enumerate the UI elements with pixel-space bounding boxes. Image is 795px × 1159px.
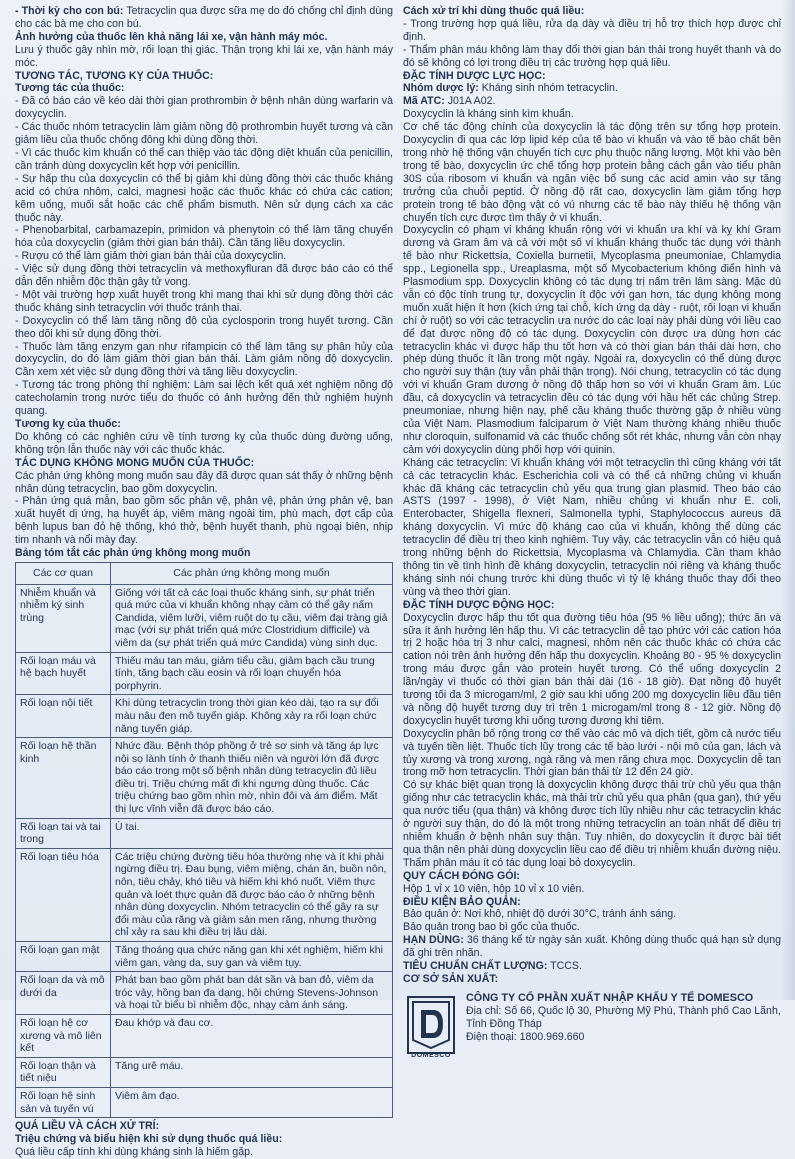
adverse-hypersensitivity: - Phản ứng quá mẫn, bao gồm sốc phản vệ, phản vệ, phản ứng phản vệ, ban xuất huyết dị ứng, hạ huyết áp, viêm màng ngoài tim, phù mạch, đợt cấp của bệnh lupus ban đỏ hệ thống, khó thở, bệnh huyết thanh, phù ngoại biên, nhịp tim nhanh và nổi mày đay. xyxy=(15,495,393,547)
quality-standard: TIÊU CHUẨN CHẤT LƯỢNG: TCCS. xyxy=(403,960,582,973)
company-address: Địa chỉ: Số 66, Quốc lộ 30, Phường Mỹ Phú, Thành phố Cao Lãnh, Tỉnh Đồng Tháp xyxy=(466,1004,781,1030)
overdose-treatment-2: - Thẩm phân máu không làm thay đổi thời gian bán thải trong huyết thanh và do đó sẽ không có lợi trong điều trị các trường hợp quá liều. xyxy=(403,43,781,69)
organ-cell: Rối loạn thận và tiết niệu xyxy=(16,1057,111,1087)
company-name: CÔNG TY CỔ PHẦN XUẤT NHẬP KHẨU Y TẾ DOMESCO xyxy=(466,991,754,1004)
incompat-text: Do không có các nghiên cứu về tính tương kỵ của thuốc dùng đường uống, không trộn lẫn thuốc này với các thuốc khác. xyxy=(15,430,393,456)
effect-cell: Nhức đầu. Bệnh thóp phồng ở trẻ sơ sinh và tăng áp lực nội sọ lành tính ở thanh thiếu niên và người lớn đã được báo cáo trong một số bệnh nhân dùng tetracyclin đủ liều điều trị. Triệu chứng mất đi khi ngưng dùng thuốc. Các triệu chứng bao gồm nhìn mờ, nhìn đôi và ám điểm. Mất thị lực vĩnh viễn đã được báo cáo. xyxy=(111,738,393,819)
pharmacodynamics-heading: ĐẶC TÍNH DƯỢC LỰC HỌC: xyxy=(403,69,546,82)
storage-heading: ĐIỀU KIỆN BẢO QUẢN: xyxy=(403,895,521,908)
adverse-intro: Các phản ứng không mong muốn sau đây đã được quan sát thấy ở những bệnh nhân dùng tetracyclin, bao gồm doxycyclin. xyxy=(15,469,393,495)
packaging-heading: QUY CÁCH ĐÓNG GÓI: xyxy=(403,869,520,882)
table-row xyxy=(16,1014,393,1057)
pd-paragraph: Doxycyclin có phạm vi kháng khuẩn rộng với vi khuẩn ưa khí và kỵ khí Gram dương và Gram âm và cả với một số vi khuẩn kháng thuốc tác dụng với thành tế bào như Rickettsia, Coxiella burnetii, Mycoplasma pneumoniae, Chlamydia spp., Legionella spp., Ureaplasma, một số Mycobacterium không điển hình và Plasmodium spp. Doxycyclin không có tác dụng trị nấm trên lâm sàng. Mặc dù vẫn có độc tính trung tự, doxycyclin ít độc với gan hơn, tác dụng không mong muốn xuất hiện ít hơn (kích ứng tại chỗ, kích ứng dạ dày - ruột, rối loạn vi khuẩn chí ở ruột) so với các tetracyclin ưa nước do các loại này phải dùng với liều cao để đạt được nồng độ có tác dụng. Doxycyclin còn được ưa dùng hơn các tetracyclin khác vì được hấp thu tốt hơn và có thời gian bán thải dài hơn, cho phép dùng thuốc ít lần trong một ngày. Ngoài ra, doxycyclin có thể dùng được cho người suy thận (tuy vẫn phải thận trọng). Nói chung, tetracyclin có tác dụng với vi khuẩn Gram dương ở nồng độ thấp hơn so với vi khuẩn Gram âm. Lúc đầu, cả doxycyclin và tetracyclin đều có tác dụng với hầu hết các chủng Strep. pneumoniae, nhưng hiện nay, phế cầu kháng thuốc thường gặp ở nhiều vùng của Việt Nam. Plasmodium falciparum ở Việt Nam thường kháng nhiều thuốc như cloroquin, sulfonamid và các thuốc chống sốt rét khác, nhưng vẫn còn nhạy cảm với doxycyclin dùng phối hợp với quinin. xyxy=(403,224,781,456)
driving-heading: Ảnh hưởng của thuốc lên khả năng lái xe, vận hành máy móc. xyxy=(15,30,328,43)
table-row xyxy=(16,942,393,972)
left-column xyxy=(15,5,393,1159)
packaging-text: Hộp 1 vỉ x 10 viên, hộp 10 vỉ x 10 viên. xyxy=(403,882,585,895)
adverse-effects-table xyxy=(15,562,393,1118)
effect-cell: Giống với tất cả các loại thuốc kháng sinh, sự phát triển quá mức của vi khuẩn không nhạy cảm có thể gây nấm Candida, viêm lưỡi, viêm ruột do tụ cầu, viêm đại tràng giả mạc (với sự phát triển quá mức Clostridium difficile) và viêm da (sự phát triển quá mức Candida) vùng sinh dục. xyxy=(111,584,393,652)
interaction-item: - Việc sử dụng đồng thời tetracyclin và methoxyfluran đã được báo cáo có thể dẫn đến nhiễm độc thận gây tử vong. xyxy=(15,263,393,289)
manufacturer-heading: CƠ SỞ SẢN XUẤT: xyxy=(403,972,499,985)
effect-cell: Khi dùng tetracyclin trong thời gian kéo dài, tạo ra sự đổi màu nâu đen mô tuyến giáp. Không xảy ra rối loạn chức năng tuyến giáp. xyxy=(111,695,393,738)
pharmacokinetics-heading: ĐẶC TÍNH DƯỢC ĐỘNG HỌC: xyxy=(403,598,555,611)
organ-cell: Rối loạn hệ sinh sản và tuyến vú xyxy=(16,1087,111,1117)
breastfeeding-note: - Thời kỳ cho con bú: Tetracyclin qua được sữa mẹ do đó chống chỉ định dùng cho các bà mẹ cho con bú. xyxy=(15,5,393,30)
driving-text: Lưu ý thuốc gây nhìn mờ, rối loạn thị giác. Thận trọng khi lái xe, vận hành máy móc. xyxy=(15,43,393,69)
table-header-effect: Các phản ứng không mong muốn xyxy=(111,562,393,584)
table-row xyxy=(16,1057,393,1087)
table-body xyxy=(16,584,393,1118)
interaction-item: - Các thuốc nhóm tetracyclin làm giảm nồng độ prothrombin huyết tương và cần giảm liều của thuốc chống đông khi dùng đồng thời. xyxy=(15,121,393,147)
table-header-row xyxy=(16,562,393,584)
domesco-logo-icon xyxy=(407,996,455,1054)
pd-paragraph: Kháng các tetracyclin: Vi khuẩn kháng với một tetracyclin thì cũng kháng với tất cả các tetracyclin khác. Escherichia coli và có thể cả những chủng vi khuẩn khác đã kháng các tetracyclin chủ yếu qua trung gian plasmid. Theo báo cáo ASTS (1997 - 1998), ở Việt Nam, nhiều chủng vi khuẩn như E. coli, Enterobacter, Shigella flexneri, Salmonella typhi, Staphylococcus aureus đã kháng doxycyclin. Vì mức độ kháng cao của vi khuẩn, không thể dùng các tetracyclin để điều trị theo kinh nghiệm. Tuy vậy, các tetracyclin vẫn có hiệu quả trong những bệnh do Rickettsia, Mycoplasma và Chlamydia. Cần tham khảo thông tin về tình hình đề kháng doxycyclin, tetracyclin nói riêng và kháng thuốc kháng sinh nói chung trước khi dùng thuốc vì tỷ lệ kháng thuốc thay đổi theo vùng và theo thời gian. xyxy=(403,456,781,598)
organ-cell: Rối loạn gan mật xyxy=(16,942,111,972)
expiry: HẠN DÙNG: 36 tháng kể từ ngày sản xuất. Không dùng thuốc quá hạn sử dụng đã ghi trên nhãn. xyxy=(403,934,781,960)
overdose-text: Quá liều cấp tính khi dùng kháng sinh là hiếm gặp. xyxy=(15,1145,253,1158)
storage-text: Bảo quản trong bao bì gốc của thuốc. xyxy=(403,921,580,934)
table-row xyxy=(16,738,393,819)
organ-cell: Rối loạn nội tiết xyxy=(16,695,111,738)
effect-cell: Ù tai. xyxy=(111,818,393,848)
interaction-item: - Rượu có thể làm giảm thời gian bán thải của doxycyclin. xyxy=(15,250,287,263)
pk-paragraph: Có sự khác biệt quan trọng là doxycyclin không được thải trừ chủ yếu qua thận giống như các tetracyclin khác, mà thải trừ chủ yếu qua phân (qua gan), thứ yếu qua nước tiểu (qua thận) và không được tích lũy nhiều như các tetracyclin khác ở người suy thận, do đó là một trong những tetracyclin an toàn nhất để điều trị nhiễm khuẩn ở bệnh nhân suy thận. Tuy nhiên, do doxycyclin ít được bài tiết qua thận nên phải dùng doxycyclin liều cao để điều trị nhiễm khuẩn đường niệu. Thẩm phân máu ít có tác dụng loại bỏ doxycyclin. xyxy=(403,779,781,869)
effect-cell: Tăng urê máu. xyxy=(111,1057,393,1087)
overdose-heading: QUÁ LIỀU VÀ CÁCH XỬ TRÍ: xyxy=(15,1120,160,1133)
organ-cell: Rối loạn da và mô dưới da xyxy=(16,972,111,1015)
pd-paragraph: Cơ chế tác động chính của doxycyclin là tác động trên sự tổng hợp protein. Doxycyclin đi qua các lớp lipid kép của tế bào vi khuẩn và vào tế bào chất bên trong nhờ hệ thống vận chuyển tích cực phụ thuộc năng lượng. Một khi vào bên trong tế bào, doxycyclin ức chế tổng hợp protein bằng cách gắn vào tiểu phân 30S của ribosom vi khuẩn và ngăn việc bổ sung các acid amin vào sự tăng trưởng của chuỗi peptid. Ở nồng độ rất cao, doxycyclin làm giảm tổng hợp protein trong tế bào động vật có vú nhưng các tế bào này thiếu hệ thống vận chuyển tích cực được tìm thấy ở vi khuẩn. xyxy=(403,121,781,224)
manufacturer-block xyxy=(403,988,781,1088)
pk-paragraph: Doxycyclin được hấp thu tốt qua đường tiêu hóa (95 % liều uống); thức ăn và sữa ít ảnh hưởng lên hấp thu. Vì các tetracyclin dễ tạo phức với các cation hóa trị 2 hoặc hóa trị 3 như calci, magnesi, nhôm nên các thuốc khác có chứa các cation nói trên ảnh hưởng đến hấp thu doxycyclin. Khoảng 80 - 95 % doxycyclin trong máu được gắn vào protein huyết tương. Có thể uống doxycyclin 2 lần/ngày vì thuốc có thời gian bán thải dài (16 - 18 giờ). Đạt nồng độ huyết tương tối đa 3 microgam/ml, 2 giờ sau khi uống 200 mg doxycyclin liều đầu tiên và nồng độ huyết tương duy trì trên 1 microgam/ml trong 8 - 12 giờ. Nồng độ doxycyclin huyết tương khi uống tương đương khi tiêm. xyxy=(403,611,781,727)
organ-cell: Rối loạn hệ cơ xương và mô liên kết xyxy=(16,1014,111,1057)
pk-paragraph: Doxycyclin phân bố rộng trong cơ thể vào các mô và dịch tiết, gồm cả nước tiểu và tuyến tiền liệt. Thuốc tích lũy trong các tế bào lưới - nội mô của gan, lách và tủy xương và trong xương, ngà răng và men răng chưa mọc. Doxycyclin dễ tan trong mỡ hơn tetracyclin. Thời gian bán thải từ 12 đến 24 giờ. xyxy=(403,727,781,779)
effect-cell: Tăng thoáng qua chức năng gan khi xét nghiệm, hiếm khi viêm gan, vàng da, suy gan và viêm tụy. xyxy=(111,942,393,972)
interaction-item: - Phenobarbital, carbamazepin, primidon và phenytoin có thể làm tăng chuyển hóa của doxycyclin (giảm thời gian bán thải). Cần tăng liều doxycyclin. xyxy=(15,224,393,250)
overdose-treatment-1: - Trong trường hợp quá liều, rửa dạ dày và điều trị hỗ trợ thích hợp được chỉ định. xyxy=(403,17,781,43)
logo-wordmark: DOMESCO xyxy=(411,1051,451,1059)
interaction-item: - Đã có báo cáo về kéo dài thời gian prothrombin ở bệnh nhân dùng warfarin và doxycyclin. xyxy=(15,95,393,121)
overdose-subheading: Triệu chứng và biểu hiện khi sử dụng thuốc quá liều: xyxy=(15,1133,283,1146)
effect-cell: Các triệu chứng đường tiêu hóa thường nhẹ và ít khi phải ngừng điều trị. Đau bụng, viêm miệng, chán ăn, buồn nôn, nôn, tiêu chảy, khó tiêu và hiếm khi khó nuốt. Viêm thực quản và loét thực quản đã được báo cáo ở những bệnh nhân dùng doxycyclin. Nhóm tetracyclin có thể gây ra sự đổi màu của răng và giảm sản men răng, nhưng thường chỉ xảy ra sau khi điều trị lâu dài. xyxy=(111,848,393,941)
interaction-item: - Vì các thuốc kìm khuẩn có thể can thiệp vào tác động diệt khuẩn của penicillin, cần tránh dùng doxycyclin kết hợp với penicillin. xyxy=(15,146,393,172)
effect-cell: Viêm âm đạo. xyxy=(111,1087,393,1117)
table-row xyxy=(16,818,393,848)
effect-cell: Thiếu máu tan máu, giảm tiểu cầu, giảm bạch cầu trung tính, tăng bạch cầu eosin và rối loạn chuyển hóa porphyrin. xyxy=(111,652,393,695)
table-header-organ: Các cơ quan xyxy=(16,562,111,584)
adverse-table-title: Bảng tóm tắt các phản ứng không mong muốn xyxy=(15,547,251,560)
interaction-item: - Thuốc làm tăng enzym gan như rifampicin có thể làm tăng sự phân hủy của doxycyclin, do đó làm giảm thời gian bán thải. Làm giảm nồng độ doxycyclin. Cần xem xét việc sử dụng đồng thời và tăng liều doxycyclin. xyxy=(15,340,393,379)
pharmacologic-group: Nhóm dược lý: Kháng sinh nhóm tetracyclin. xyxy=(403,82,618,95)
storage-text: Bảo quản ở: Nơi khô, nhiệt độ dưới 30°C, tránh ánh sáng. xyxy=(403,908,677,921)
effect-cell: Phát ban bao gồm phát ban dát sần và ban đỏ, viêm da tróc vảy, hồng ban đa dạng, hội chứng Stevens-Johnson và hoại tử biểu bì nhiễm độc, nhạy cảm ánh sáng. xyxy=(111,972,393,1015)
organ-cell: Rối loạn tiêu hóa xyxy=(16,848,111,941)
table-row xyxy=(16,584,393,652)
table-row xyxy=(16,652,393,695)
overdose-treatment-subheading: Cách xử trí khi dùng thuốc quá liều: xyxy=(403,5,585,17)
interaction-item: - Sự hấp thu của doxycyclin có thể bị giảm khi dùng đồng thời các thuốc kháng acid có chứa nhôm, calci, magnesi hoặc các thuốc khác có chứa các cation; kẽm uống, muối sắt hoặc các chế phẩm bismuth. Nên sử dụng cách xa các thuốc này. xyxy=(15,172,393,224)
company-phone: Điện thoại: 1800.969.660 xyxy=(466,1030,585,1043)
interactions-heading: TƯƠNG TÁC, TƯƠNG KỴ CỦA THUỐC: xyxy=(15,69,214,82)
effect-cell: Đau khớp và đau cơ. xyxy=(111,1014,393,1057)
organ-cell: Rối loạn máu và hệ bạch huyết xyxy=(16,652,111,695)
interaction-item: - Tương tác trong phòng thí nghiệm: Làm sai lệch kết quả xét nghiệm nồng độ catecholamin trong nước tiểu do thuốc có ảnh hưởng đến thử nghiệm huỳnh quang. xyxy=(15,379,393,418)
interaction-item: - Doxycyclin có thể làm tăng nồng độ của cyclosporin trong huyết tương. Cần theo dõi khi sử dụng đồng thời. xyxy=(15,314,393,340)
table-row xyxy=(16,1087,393,1117)
interactions-subheading: Tương tác của thuốc: xyxy=(15,82,125,95)
adverse-heading: TÁC DỤNG KHÔNG MONG MUỐN CỦA THUỐC: xyxy=(15,456,255,469)
right-column xyxy=(403,5,781,1088)
table-row xyxy=(16,695,393,738)
incompat-subheading: Tương kỵ của thuốc: xyxy=(15,418,121,430)
organ-cell: Rối loạn hệ thần kinh xyxy=(16,738,111,819)
table-row xyxy=(16,972,393,1015)
atc-code: Mã ATC: J01A A02. xyxy=(403,95,496,108)
pd-paragraph: Doxycyclin là kháng sinh kìm khuẩn. xyxy=(403,108,574,121)
organ-cell: Nhiễm khuẩn và nhiễm ký sinh trùng xyxy=(16,584,111,652)
interaction-item: - Một vài trường hợp xuất huyết trong khi mang thai khi sử dụng đồng thời các thuốc kháng sinh tetracyclin với thuốc tránh thai. xyxy=(15,288,393,314)
table-row xyxy=(16,848,393,941)
organ-cell: Rối loạn tai và tai trong xyxy=(16,818,111,848)
page-edge-shade xyxy=(781,0,795,1000)
